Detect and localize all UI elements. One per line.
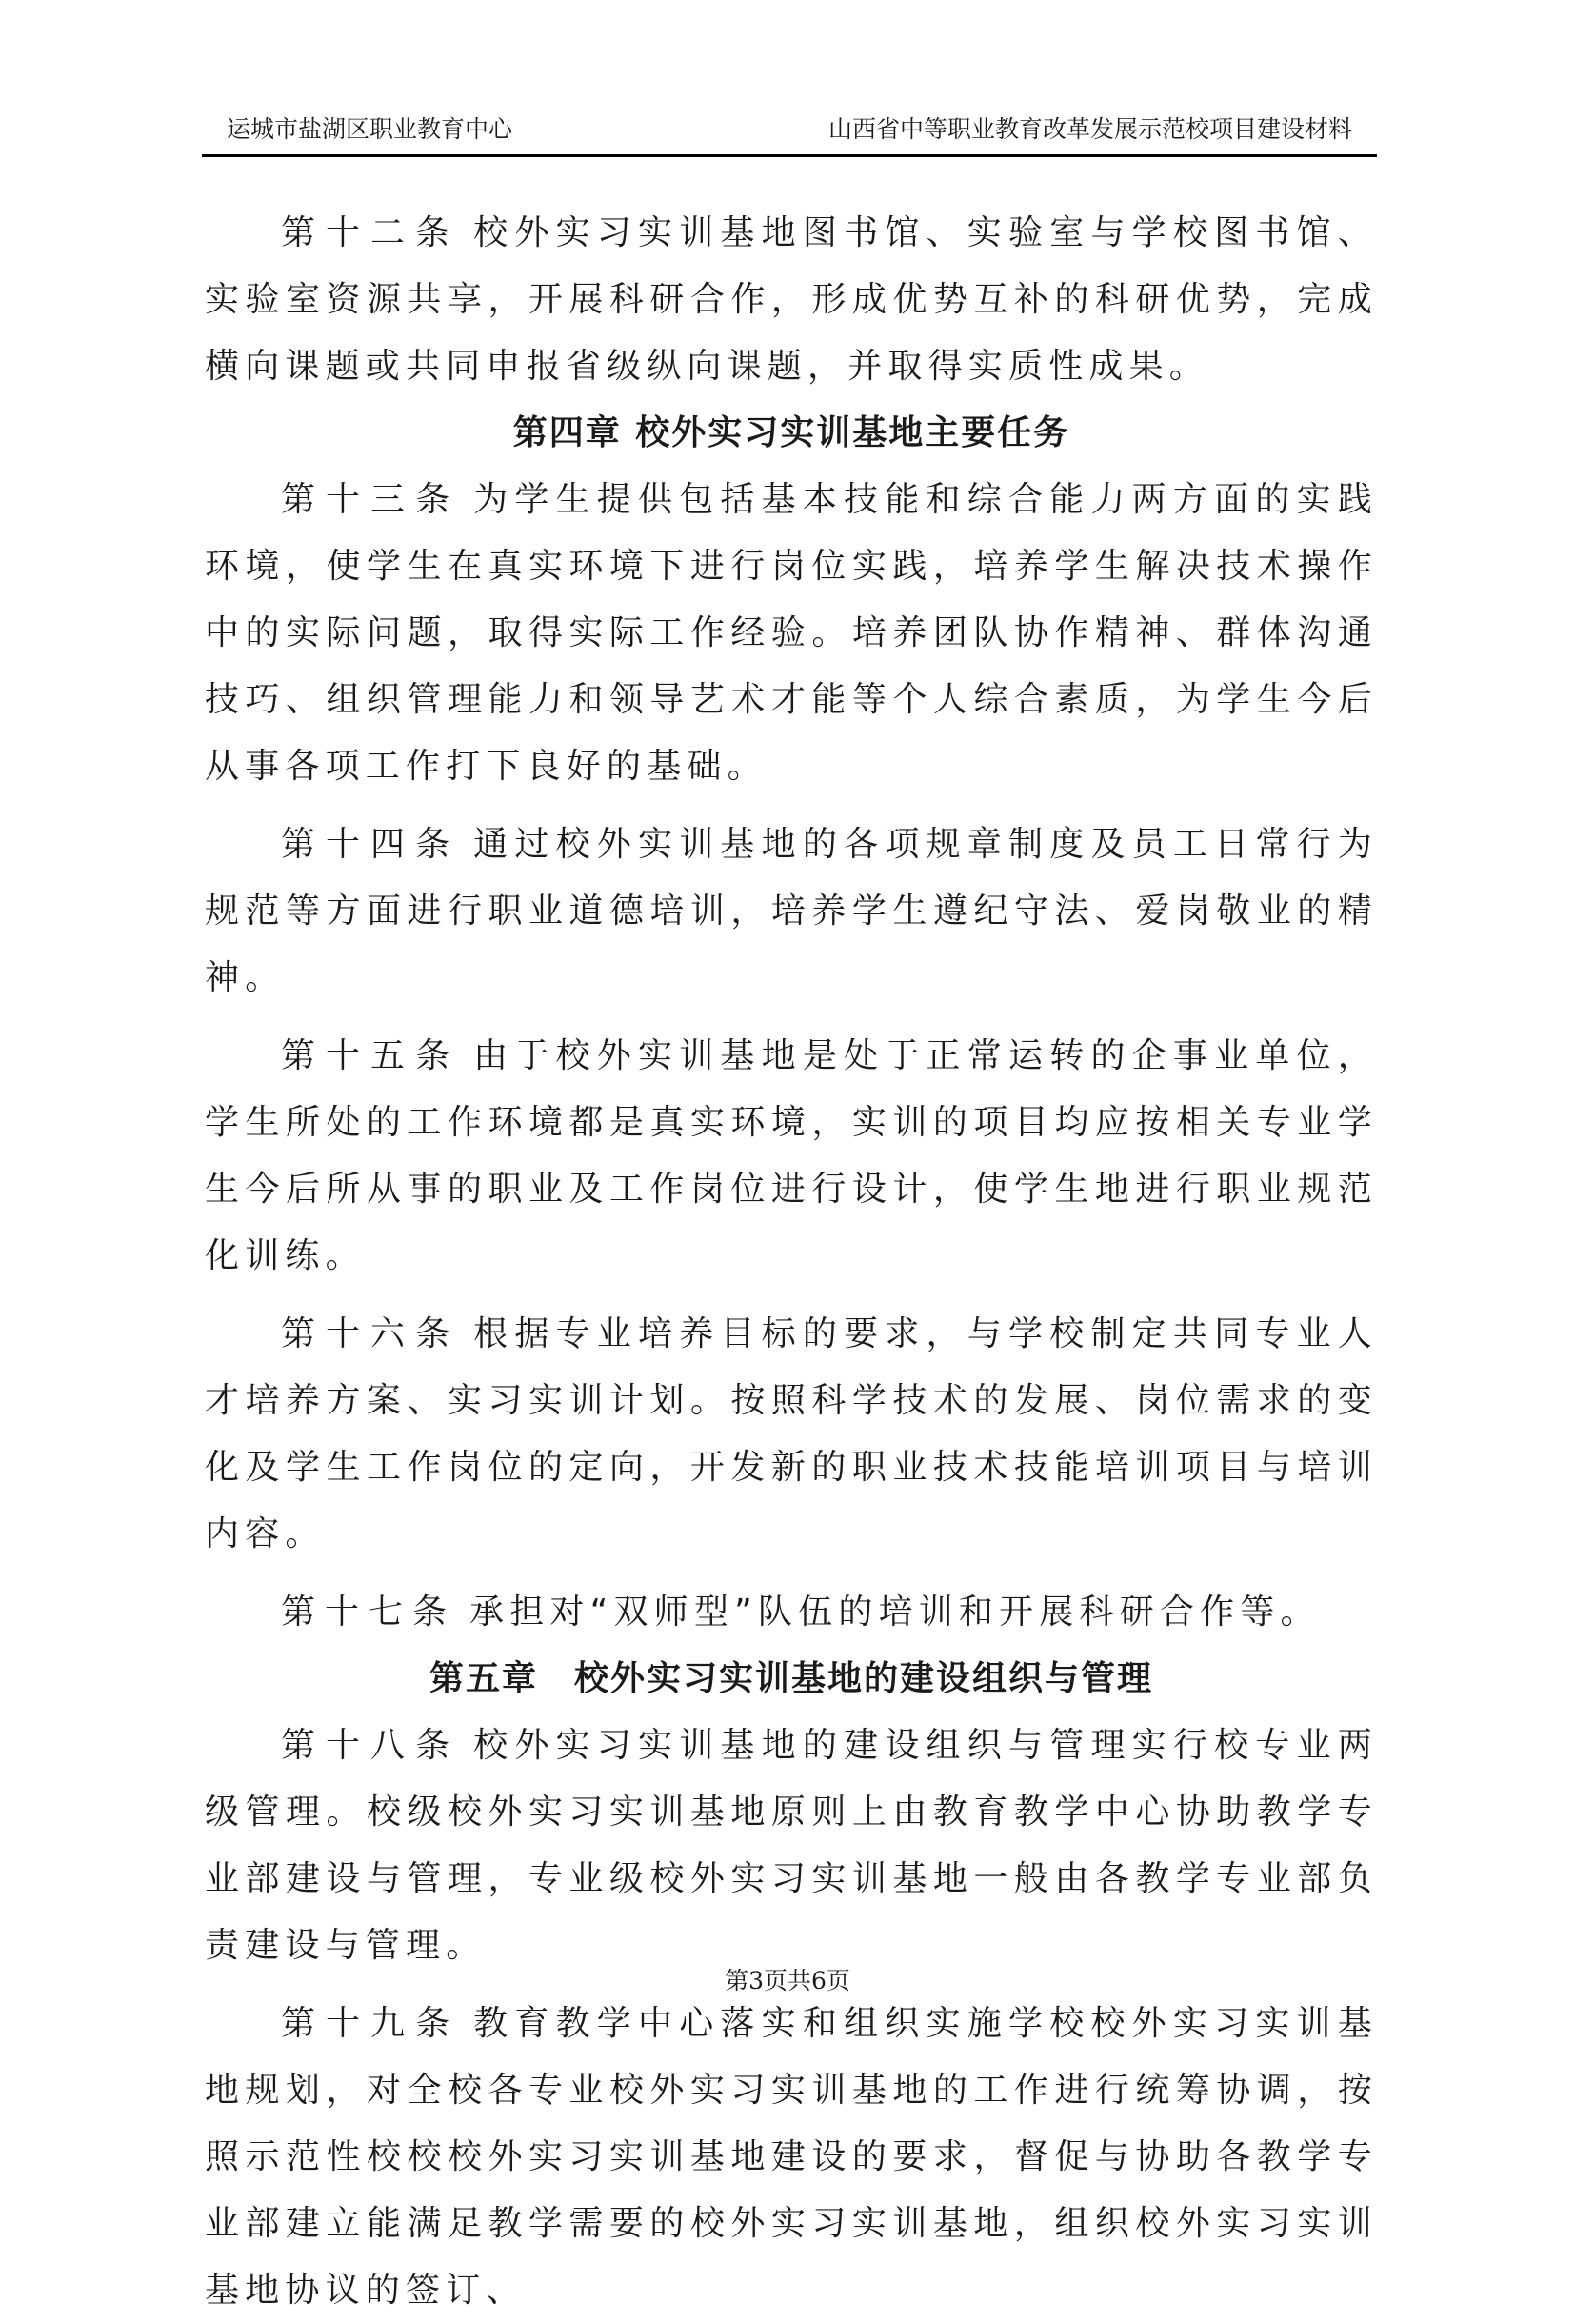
header-divider [202, 154, 1377, 157]
chapter-5-heading: 第五章 校外实习实训基地的建设组织与管理 [429, 1659, 1153, 1698]
article-text: 校外实习实训基地的建设组织与管理实行校专业两级管理。校级校外实习实训基地原则上由教育教学中心协助教学专业部建设与管理，专业级校外实习实训基地一般由各教学专业部负责建设与管理。 [205, 1726, 1378, 1965]
article-12 [205, 200, 1378, 400]
document-body [205, 200, 1378, 2324]
article-label: 第十六条 [281, 1314, 461, 1353]
header-project-title: 山西省中等职业教育改革发展示范校项目建设材料 [827, 115, 1352, 143]
article-label: 第十二条 [281, 213, 461, 252]
article-label: 第十七条 [281, 1593, 457, 1632]
chapter-4-heading: 第四章 校外实习实训基地主要任务 [512, 413, 1070, 452]
article-13 [205, 467, 1378, 800]
article-17 [205, 1579, 1378, 1646]
article-18 [205, 1713, 1378, 1979]
article-label: 第十四条 [281, 825, 461, 864]
article-14 [205, 811, 1378, 1012]
article-label: 第十五条 [281, 1036, 461, 1075]
article-text: 通过校外实训基地的各项规章制度及员工日常行为规范等方面进行职业道德培训，培养学生遵纪守法、爱岗敬业的精神。 [205, 825, 1378, 997]
article-text: 教育教学中心落实和组织实施学校校外实习实训基地规划，对全校各专业校外实习实训基地的工作进行统筹协调，按照示范性校校校外实习实训基地建设的要求，督促与协助各教学专业部建立能满足教学需要的校外实习实训基地，组织校外实习实训基地协议的签订、 [205, 2004, 1378, 2310]
article-16 [205, 1301, 1378, 1568]
header-institution: 运城市盐湖区职业教育中心 [227, 115, 513, 143]
article-15 [205, 1023, 1378, 1290]
article-label: 第十八条 [281, 1726, 461, 1765]
article-label: 第十九条 [281, 2004, 461, 2043]
article-text: 根据专业培养目标的要求，与学校制定共同专业人才培养方案、实习实训计划。按照科学技术的发展、岗位需求的变化及学生工作岗位的定向，开发新的职业技术技能培训项目与培训内容。 [205, 1314, 1378, 1553]
article-text: 校外实习实训基地图书馆、实验室与学校图书馆、实验室资源共享，开展科研合作，形成优势互补的科研优势，完成横向课题或共同申报省级纵向课题，并取得实质性成果。 [205, 213, 1378, 386]
article-text: 为学生提供包括基本技能和综合能力两方面的实践环境，使学生在真实环境下进行岗位实践，培养学生解决技术操作中的实际问题，取得实际工作经验。培养团队协作精神、群体沟通技巧、组织管理能力和领导艺术才能等个人综合素质，为学生今后从事各项工作打下良好的基础。 [205, 480, 1378, 786]
article-label: 第十三条 [281, 480, 461, 519]
article-text: 承担对“双师型”队伍的培训和开展科研合作等。 [469, 1593, 1321, 1632]
page-header [202, 112, 1377, 156]
article-text: 由于校外实训基地是处于正常运转的企事业单位，学生所处的工作环境都是真实环境，实训的项目均应按相关专业学生今后所从事的职业及工作岗位进行设计，使学生地进行职业规范化训练。 [205, 1036, 1378, 1275]
article-19 [205, 1991, 1378, 2324]
page-number: 第3页共6页 [725, 1967, 850, 1994]
